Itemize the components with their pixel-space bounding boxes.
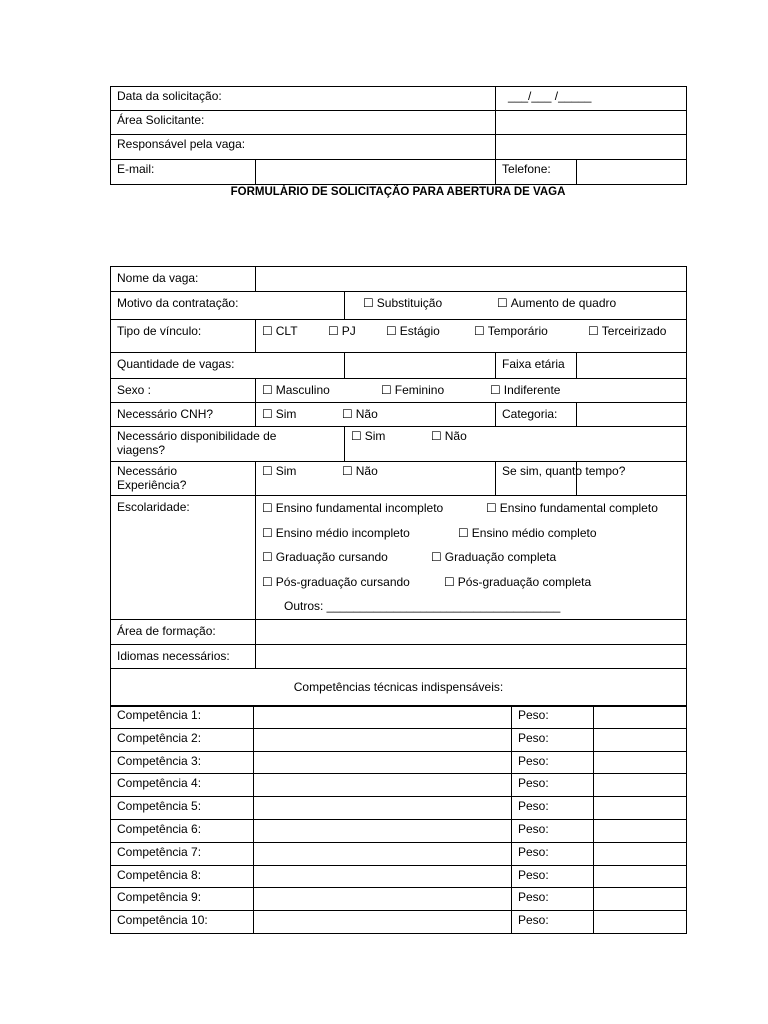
peso-label: Peso: [512, 911, 594, 934]
nome-vaga-field[interactable] [256, 267, 687, 292]
peso-field[interactable] [594, 751, 687, 774]
peso-label: Peso: [512, 774, 594, 797]
sexo-options [256, 379, 687, 403]
area-formacao-field[interactable] [256, 619, 687, 644]
area-solicitante-field[interactable] [496, 111, 687, 135]
escolaridade-label: Escolaridade: [111, 496, 256, 620]
area-formacao-label: Área de formação: [111, 619, 256, 644]
competencia-field[interactable] [254, 842, 512, 865]
peso-field[interactable] [594, 728, 687, 751]
escolaridade-grad-cursando-checkbox[interactable]: ☐ Graduação cursando [262, 545, 431, 569]
vinculo-pj-checkbox[interactable]: ☐ PJ [328, 324, 386, 338]
competencia-field[interactable] [254, 751, 512, 774]
peso-field[interactable] [594, 842, 687, 865]
email-label: E-mail: [111, 160, 256, 185]
escolaridade-medio-incompleto-checkbox[interactable]: ☐ Ensino médio incompleto [262, 521, 458, 545]
peso-field[interactable] [594, 706, 687, 729]
responsavel-label: Responsável pela vaga: [111, 135, 496, 160]
competencia-field[interactable] [254, 774, 512, 797]
escolaridade-pos-cursando-checkbox[interactable]: ☐ Pós-graduação cursando [262, 570, 444, 594]
competencia-label: Competência 7: [111, 842, 254, 865]
competencia-row [111, 911, 687, 934]
escolaridade-medio-completo-checkbox[interactable]: ☐ Ensino médio completo [458, 521, 597, 545]
peso-label: Peso: [512, 842, 594, 865]
peso-field[interactable] [594, 797, 687, 820]
header-table [110, 86, 687, 185]
vinculo-clt-checkbox[interactable]: ☐ CLT [262, 324, 328, 338]
vinculo-estagio-checkbox[interactable]: ☐ Estágio [386, 324, 474, 338]
peso-label: Peso: [512, 728, 594, 751]
cnh-sim-checkbox[interactable]: ☐ Sim [262, 407, 342, 421]
cnh-nao-checkbox[interactable]: ☐ Não [342, 407, 378, 421]
viagens-label: Necessário disponibilidade de viagens? [111, 427, 345, 462]
competencia-label: Competência 6: [111, 819, 254, 842]
competencia-label: Competência 3: [111, 751, 254, 774]
email-field[interactable] [256, 160, 496, 185]
competencia-field[interactable] [254, 728, 512, 751]
quantidade-label: Quantidade de vagas: [111, 353, 345, 379]
escolaridade-grad-completa-checkbox[interactable]: ☐ Graduação completa [431, 545, 556, 569]
competencia-row [111, 774, 687, 797]
responsavel-field[interactable] [496, 135, 687, 160]
cnh-options [256, 403, 496, 427]
escolaridade-line [262, 521, 680, 546]
escolaridade-options [256, 496, 687, 620]
competencia-label: Competência 10: [111, 911, 254, 934]
motivo-label: Motivo da contratação: [111, 292, 345, 320]
competencias-table [110, 705, 687, 934]
motivo-options [345, 292, 687, 320]
cnh-label: Necessário CNH? [111, 403, 256, 427]
data-solicitacao-field[interactable] [496, 87, 687, 111]
competencia-row [111, 842, 687, 865]
nome-vaga-label: Nome da vaga: [111, 267, 256, 292]
experiencia-sim-checkbox[interactable]: ☐ Sim [262, 464, 342, 478]
vinculo-terceirizado-checkbox[interactable]: ☐ Terceirizado [588, 324, 666, 338]
competencia-label: Competência 4: [111, 774, 254, 797]
vinculo-label: Tipo de vínculo: [111, 320, 256, 353]
viagens-options [345, 427, 687, 462]
competencia-row [111, 888, 687, 911]
peso-label: Peso: [512, 797, 594, 820]
competencia-row [111, 751, 687, 774]
peso-label: Peso: [512, 888, 594, 911]
faixa-etaria-field[interactable] [577, 353, 687, 379]
competencia-field[interactable] [254, 819, 512, 842]
competencia-field[interactable] [254, 797, 512, 820]
idiomas-field[interactable] [256, 644, 687, 668]
peso-field[interactable] [594, 888, 687, 911]
faixa-etaria-label: Faixa etária [496, 353, 577, 379]
vinculo-temporario-checkbox[interactable]: ☐ Temporário [474, 324, 588, 338]
sexo-feminino-checkbox[interactable]: ☐ Feminino [381, 383, 490, 397]
competencia-row [111, 819, 687, 842]
escolaridade-line [262, 545, 680, 570]
main-form-table [110, 266, 687, 707]
competencias-header: Competências técnicas indispensáveis: [111, 668, 687, 706]
peso-label: Peso: [512, 751, 594, 774]
sexo-masculino-checkbox[interactable]: ☐ Masculino [262, 383, 381, 397]
peso-label: Peso: [512, 706, 594, 729]
competencia-field[interactable] [254, 706, 512, 729]
escolaridade-line [262, 570, 680, 595]
competencia-label: Competência 9: [111, 888, 254, 911]
experiencia-nao-checkbox[interactable]: ☐ Não [342, 464, 378, 478]
competencia-field[interactable] [254, 865, 512, 888]
telefone-label: Telefone: [496, 160, 577, 185]
competencia-row [111, 706, 687, 729]
competencia-label: Competência 8: [111, 865, 254, 888]
sexo-label: Sexo : [111, 379, 256, 403]
quantidade-field[interactable] [345, 353, 496, 379]
form-title: FORMULÁRIO DE SOLICITAÇÃO PARA ABERTURA DE VAGA [230, 186, 566, 198]
escolaridade-outros[interactable]: Outros: ___________________________________ [284, 599, 561, 613]
quanto-tempo-label: Se sim, quanto tempo? [496, 462, 577, 496]
data-solicitacao-value: ___/___ /_____ [508, 89, 592, 103]
competencia-row [111, 865, 687, 888]
peso-label: Peso: [512, 819, 594, 842]
categoria-label: Categoria: [496, 403, 577, 427]
escolaridade-fund-completo-checkbox[interactable]: ☐ Ensino fundamental completo [486, 496, 658, 520]
competencia-row [111, 728, 687, 751]
viagens-sim-checkbox[interactable]: ☐ Sim [351, 429, 431, 443]
escolaridade-line [262, 496, 680, 521]
area-solicitante-label: Área Solicitante: [111, 111, 496, 135]
competencia-row [111, 797, 687, 820]
vinculo-options [256, 320, 687, 353]
competencia-field[interactable] [254, 911, 512, 934]
idiomas-label: Idiomas necessários: [111, 644, 256, 668]
experiencia-label: Necessário Experiência? [111, 462, 256, 496]
escolaridade-pos-completa-checkbox[interactable]: ☐ Pós-graduação completa [444, 570, 591, 594]
telefone-field[interactable] [577, 160, 687, 185]
experiencia-options [256, 462, 496, 496]
peso-label: Peso: [512, 865, 594, 888]
competencia-label: Competência 5: [111, 797, 254, 820]
peso-field[interactable] [594, 819, 687, 842]
categoria-field[interactable] [577, 403, 687, 427]
competencia-field[interactable] [254, 888, 512, 911]
peso-field[interactable] [594, 911, 687, 934]
competencia-label: Competência 2: [111, 728, 254, 751]
data-solicitacao-label: Data da solicitação: [111, 87, 496, 111]
competencia-label: Competência 1: [111, 706, 254, 729]
sexo-indiferente-checkbox[interactable]: ☐ Indiferente [490, 383, 560, 397]
motivo-substituicao-checkbox[interactable]: ☐ Substituição [363, 296, 497, 310]
escolaridade-fund-incompleto-checkbox[interactable]: ☐ Ensino fundamental incompleto [262, 496, 486, 520]
peso-field[interactable] [594, 774, 687, 797]
motivo-aumento-checkbox[interactable]: ☐ Aumento de quadro [497, 296, 616, 310]
peso-field[interactable] [594, 865, 687, 888]
viagens-nao-checkbox[interactable]: ☐ Não [431, 429, 467, 443]
